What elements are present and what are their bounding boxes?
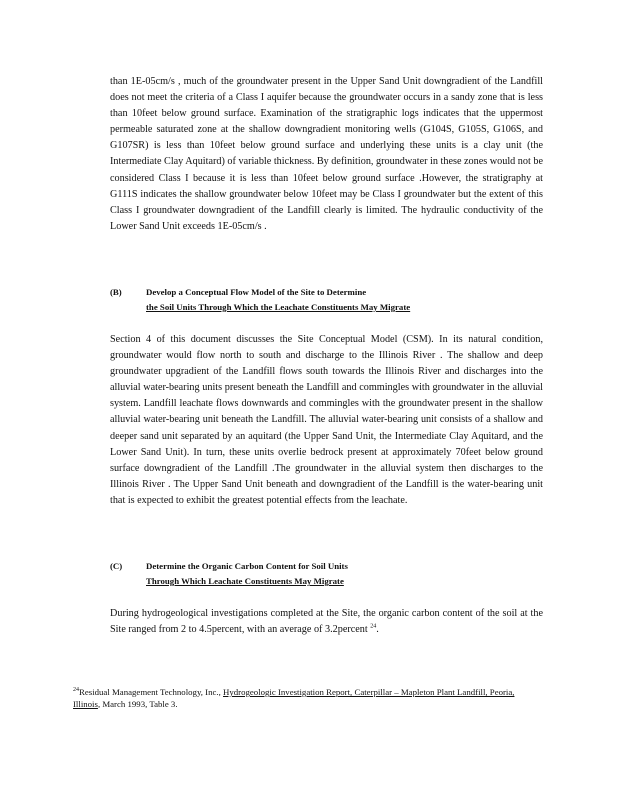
footnote [73,686,543,710]
paragraph-conceptual-model: Section 4 of this document discusses the Site Conceptual Model (CSM). In its natural condition, groundwater would flow north to south and discharge to the Illinois River . The shallow and deep groundwater upgradient of the Landfill flows south towards the Illinois River and discharges into the alluvial water-bearing units present beneath the Landfill and commingles with groundwater in the alluvial system. Landfill leachate flows downwards and commingles with the groundwater present in the shallow alluvial water-bearing unit beneath the Landfill. The alluvial water-bearing unit consists of a shallow and deeper sand unit separated by an aquitard (the Upper Sand Unit, the Intermediate Clay Aquitard, and the Lower Sand Unit). In turn, these units overlie bedrock present at approximately 70feet below ground surface downgradient of the Landfill .The groundwater in the alluvial system then discharges to the Illinois River . The Upper Sand Unit beneath and downgradient of the Landfill is the water-bearing unit that is expected to exhibit the greatest potential effects from the leachate. [110,334,543,506]
heading-letter: (C) [110,561,123,571]
footnote-details: , March 1993, Table 3. [97,699,178,709]
footnote-author: Residual Management Technology, Inc., [79,687,224,697]
footnote-report-title: Hydrogeologic Investigation Report, Caterpillar – Mapleton Plant Landfill, Peoria, Illinois [73,687,515,709]
heading-line-2: Through Which Leachate Constituents May Migrate [146,576,344,586]
heading-letter: (B) [110,287,122,297]
paragraph-text: During hydrogeological investigations completed at the Site, the organic carbon content of the soil at the Site ranged from 2 to 4.5percent, with an average of 3.2percent [110,608,543,636]
footnote-marker: 24 [73,687,79,694]
heading-line-1: Determine the Organic Carbon Content for Soil Units [146,561,348,571]
footnote-reference: 24 [370,623,377,630]
paragraph-organic-carbon [110,606,543,638]
heading-line-2: the Soil Units Through Which the Leachate Constituents May Migrate [146,302,411,312]
heading-line-1: Develop a Conceptual Flow Model of the Site to Determine [146,287,367,297]
paragraph-end: . [376,624,379,636]
paragraph-aquifer-classification: than 1E-05cm/s , much of the groundwater present in the Upper Sand Unit downgradient of the Landfill does not meet the criteria of a Class I aquifer because the groundwater occurs in a sandy zone that is less than 10feet below ground surface. Examination of the stratigraphic logs indicates that the uppermost permeable saturated zone at the shallow downgradient monitoring wells (G104S, G105S, G106S, and G107SR) is less than 10feet below ground surface and underlying these units is a clay unit (the Intermediate Clay Aquitard) of variable thickness. By definition, groundwater in these zones would not be considered Class I because it is less than 10feet below ground surface .However, the stratigraphy at G111S indicates the shallow groundwater below 10feet may be Class I groundwater but the extent of this Class I groundwater downgradient of the Landfill clearly is limited. The hydraulic conductivity of the Lower Sand Unit exceeds 1E-05cm/s . [110,76,543,232]
